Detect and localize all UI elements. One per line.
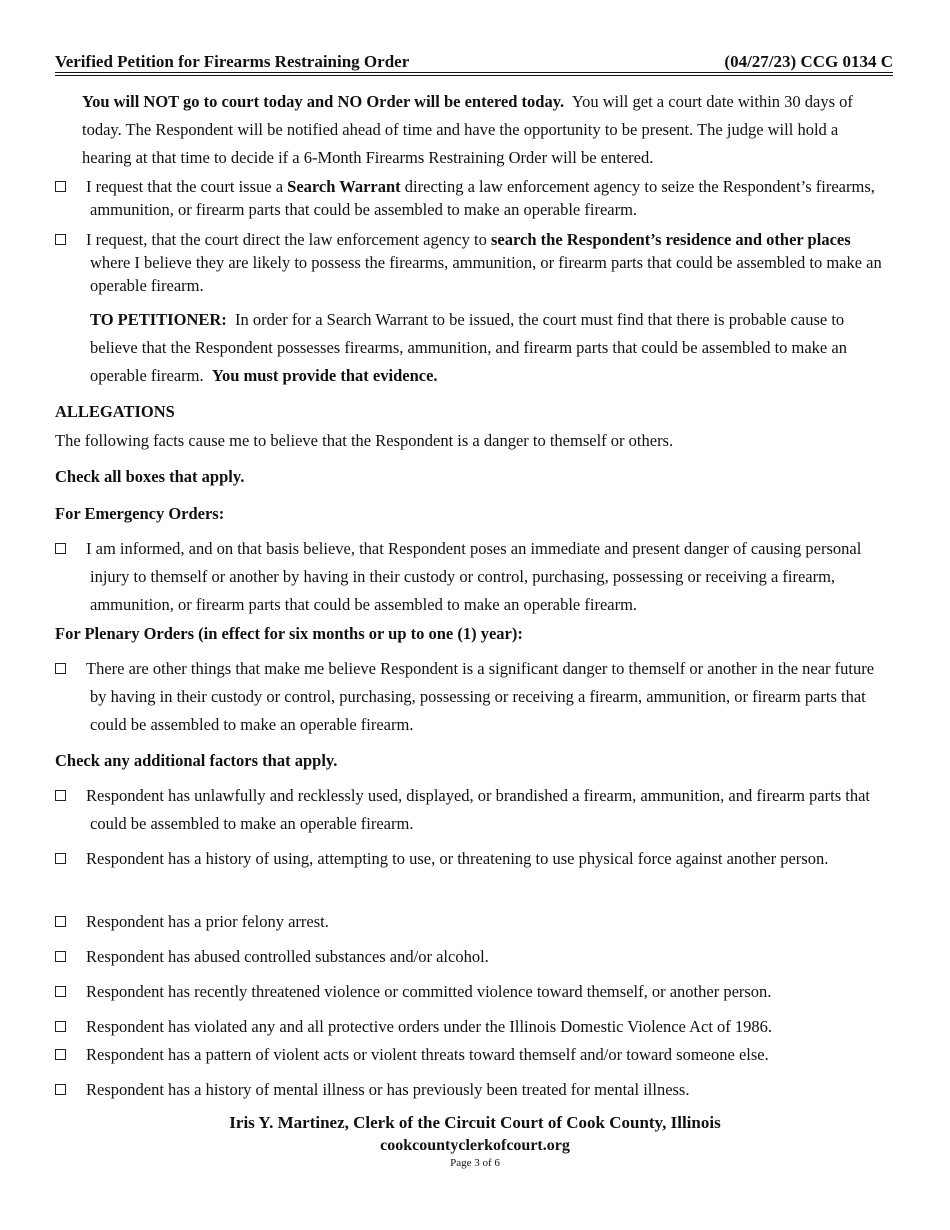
search-warrant-item	[86, 175, 892, 221]
footer-clerk: Iris Y. Martinez, Clerk of the Circuit Court of Cook County, Illinois	[229, 1113, 721, 1132]
search-residence-item	[86, 228, 892, 297]
emergency-item-text: I am informed, and on that basis believe, that Respondent poses an immediate and present danger of causing personal injury to themself or another by having in their custody or control, purchasing, possessing or receiving a firearm, ammunition, or firearm parts that could be assembled to make an operable firearm.	[86, 539, 862, 614]
plenary-item	[86, 655, 892, 739]
check-all-heading: Check all boxes that apply.	[55, 467, 245, 486]
factor-item	[86, 1041, 892, 1069]
factor-checkbox[interactable]	[55, 1021, 66, 1032]
factor-item	[86, 908, 892, 936]
notice-bold: You will NOT go to court today and NO Order will be entered today.	[82, 92, 565, 111]
factor-checkbox[interactable]	[55, 986, 66, 997]
plenary-heading: For Plenary Orders (in effect for six months or up to one (1) year):	[55, 624, 523, 643]
form-code: (04/27/23) CCG 0134 C	[724, 52, 893, 71]
additional-factors-heading: Check any additional factors that apply.	[55, 751, 338, 770]
factor-checkbox[interactable]	[55, 790, 66, 801]
factor-item	[86, 1013, 892, 1041]
emergency-heading: For Emergency Orders:	[55, 504, 225, 523]
court-notice	[82, 88, 872, 172]
factor-checkbox[interactable]	[55, 916, 66, 927]
to-petitioner-note	[90, 306, 880, 390]
allegations-heading: ALLEGATIONS	[55, 402, 175, 421]
factor-item	[86, 978, 892, 1006]
factor-item	[86, 782, 892, 838]
factor-item	[86, 943, 892, 971]
page-number: Page 3 of 6	[450, 1157, 500, 1169]
search-residence-bold: search the Respondent’s residence and other places	[491, 230, 851, 249]
footer-website[interactable]: cookcountyclerkofcourt.org	[380, 1137, 570, 1154]
notice-text: You will get a court date within 30 days of today. The Respondent will be notified ahead of time and have the opportunity to be present. The judge will hold a hearing at that time to decide if a 6-Month Firearms Restraining Order will be entered.	[82, 92, 853, 167]
to-petitioner-text: In order for a Search Warrant to be issued, the court must find that there is probable cause to believe that the Respondent possesses firearms, ammunition, and firearm parts that could be assembled to make an operable firearm.	[90, 310, 847, 385]
factor-checkbox[interactable]	[55, 951, 66, 962]
factor-text: Respondent has a history of using, attempting to use, or threatening to use physical force against another person.	[86, 849, 829, 868]
search-warrant-pre: I request that the court issue a	[86, 177, 284, 196]
factor-text: Respondent has a pattern of violent acts or violent threats toward themself and/or toward someone else.	[86, 1045, 769, 1064]
search-residence-checkbox[interactable]	[55, 234, 66, 245]
factor-item	[86, 845, 892, 873]
page-header	[55, 52, 893, 72]
to-petitioner-label: TO PETITIONER:	[90, 310, 227, 329]
factor-item	[86, 1076, 892, 1104]
search-warrant-post: directing a law enforcement agency to seize the Respondent’s firearms, ammunition, or firearm parts that could be assembled to make an operable firearm.	[90, 177, 875, 219]
factor-text: Respondent has a history of mental illness or has previously been treated for mental illness.	[86, 1080, 690, 1099]
factor-text: Respondent has recently threatened violence or committed violence toward themself, or another person.	[86, 982, 772, 1001]
search-residence-pre: I request, that the court direct the law enforcement agency to	[86, 230, 487, 249]
search-warrant-bold: Search Warrant	[287, 177, 401, 196]
factor-text: Respondent has a prior felony arrest.	[86, 912, 329, 931]
plenary-item-text: There are other things that make me believe Respondent is a significant danger to themself or another in the near future by having in their custody or control, purchasing, possessing or receiving a firearm, ammunition, or firearm parts that could be assembled to make an operable firearm.	[86, 659, 875, 734]
emergency-checkbox[interactable]	[55, 543, 66, 554]
emergency-item	[86, 535, 892, 619]
factor-text: Respondent has unlawfully and recklessly used, displayed, or brandished a firearm, ammunition, and firearm parts that could be assembled to make an operable firearm.	[86, 786, 870, 833]
factor-checkbox[interactable]	[55, 1084, 66, 1095]
allegations-intro: The following facts cause me to believe that the Respondent is a danger to themself or others.	[55, 431, 674, 450]
search-warrant-checkbox[interactable]	[55, 181, 66, 192]
factor-checkbox[interactable]	[55, 853, 66, 864]
factor-text: Respondent has violated any and all protective orders under the Illinois Domestic Violence Act of 1986.	[86, 1017, 773, 1036]
factor-text: Respondent has abused controlled substances and/or alcohol.	[86, 947, 489, 966]
header-rule-bottom	[55, 75, 893, 76]
factor-checkbox[interactable]	[55, 1049, 66, 1060]
header-rule-top	[55, 72, 893, 73]
to-petitioner-bold-end: You must provide that evidence.	[211, 366, 438, 385]
form-title: Verified Petition for Firearms Restraining Order	[55, 52, 410, 71]
plenary-checkbox[interactable]	[55, 663, 66, 674]
search-residence-post: where I believe they are likely to possess the firearms, ammunition, or firearm parts that could be assembled to make an operable firearm.	[90, 253, 882, 295]
